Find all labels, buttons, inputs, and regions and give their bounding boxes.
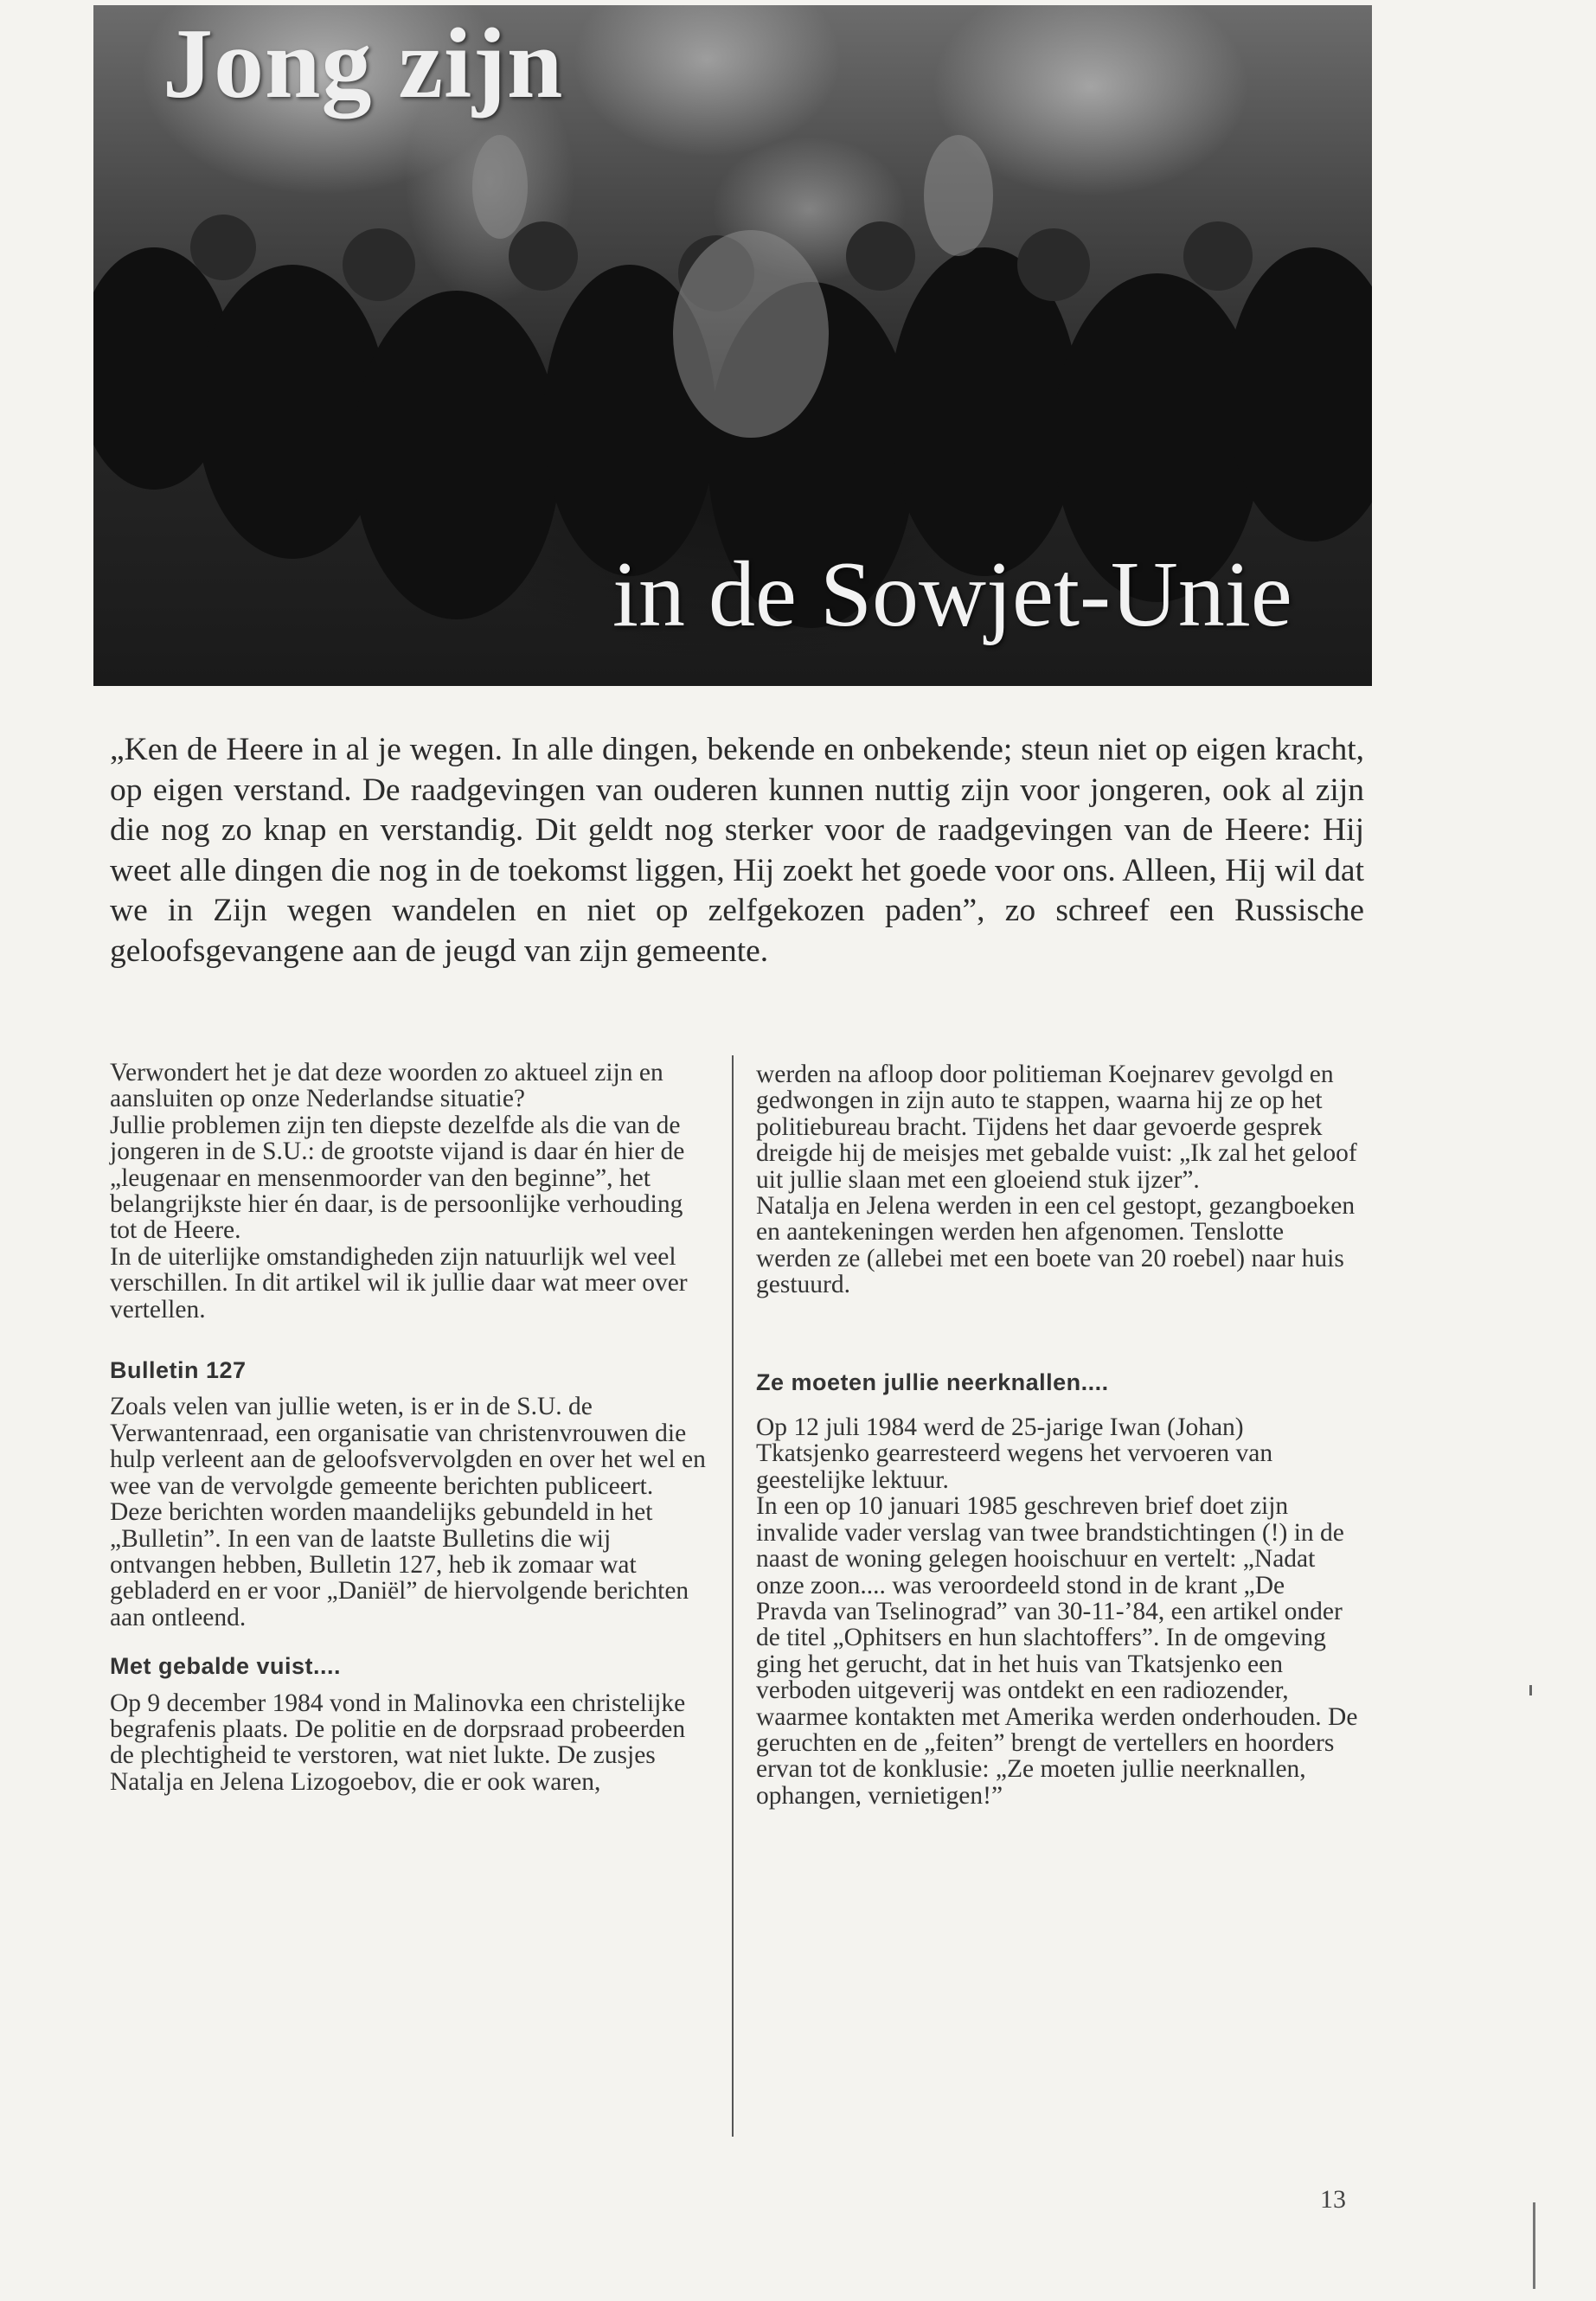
left-column — [110, 1060, 715, 1795]
column-divider — [732, 1055, 734, 2137]
headline-top: Jong zijn — [163, 9, 564, 119]
intro-paragraph: „Ken de Heere in al je wegen. In alle dingen, bekende en onbekende; steun niet op eigen kracht, op eigen verstand. De raadgevingen van ouderen kunnen nuttig zijn voor jongeren, ook al zijn die nog zo knap en verstandig. Dit geldt nog sterker voor de raadgevingen van de Heere: Hij weet alle dingen die nog in de toekomst liggen, Hij zoekt het goede voor ons. Alleen, Hij wil dat we in Zijn wegen wandelen en niet op zelfgekozen paden”, zo schreef een Russische geloofsgevangene aan de jeugd van zijn gemeente. — [110, 732, 1364, 969]
right-paragraph: Natalja en Jelena werden in een cel gestopt, gezangboeken en aantekeningen werden hen afgenomen. Tenslotte werden ze (allebei met een boete van 20 roebel) naar huis gestuurd. — [756, 1192, 1356, 1299]
crowd-photo — [93, 5, 1372, 686]
headline-bottom: in de Sowjet-Unie — [612, 543, 1292, 646]
right-paragraph: werden na afloop door politieman Koejnarev gevolgd en gedwongen in zijn auto te stappen, waarna hij ze op het politiebureau bracht. Tijdens het daar gevoerde gesprek dreigde hij de meisjes met gebalde vuist: „Ik zal het geloof uit jullie slaan met een gloeiend stuk ijzer”. — [756, 1061, 1357, 1194]
right-paragraph: Op 12 juli 1984 werd de 25-jarige Iwan (Johan) Tkatsjenko gearresteerd wegens het vervoeren van geestelijke lektuur. — [756, 1413, 1273, 1494]
left-paragraph: Deze berichten worden maandelijks gebundeld in het „Bulletin”. In een van de laatste Bulletins die wij ontvangen hebben, Bulletin 127, heb ik zomaar wat gebladerd en er voor „Daniël” de hiervolgende berichten aan ontleend. — [110, 1498, 689, 1631]
page-number: 13 — [1320, 2185, 1346, 2214]
left-paragraph: Jullie problemen zijn ten diepste dezelfde als die van de jongeren in de S.U.: de grootste vijand is daar én hier de „leugenaar en mensenmoorder van den beginne”, het belangrijkste hier én daar, is de persoonlijke verhouding tot de Heere. — [110, 1111, 685, 1245]
right-column — [756, 1061, 1362, 1809]
left-paragraph: Op 9 december 1984 vond in Malinovka een christelijke begrafenis plaats. De politie en de dorpsraad probeerden de plechtigheid te verstoren, wat niet lukte. De zusjes Natalja en Jelena Lizogoebov, die er ook waren, — [110, 1689, 686, 1796]
left-paragraph: Verwondert het je dat deze woorden zo aktueel zijn en aansluiten op onze Nederlandse situatie? — [110, 1059, 663, 1113]
scan-edge-line — [1533, 2202, 1535, 2289]
scan-mark — [1529, 1685, 1532, 1695]
section-heading: Ze moeten jullie neerknallen.... — [756, 1368, 1109, 1395]
left-paragraph: In de uiterlijke omstandigheden zijn natuurlijk wel veel verschillen. In dit artikel wil ik jullie daar wat meer over vertellen. — [110, 1242, 688, 1324]
right-paragraph: In een op 10 januari 1985 geschreven brief doet zijn invalide vader verslag van twee brandstichtingen (!) in de naast de woning gelegen hooischuur en vertelt: „Nadat onze zoon.... was veroordeeld stond in de krant „De Pravda van Tselinograd” van 30-11-’84, een artikel onder de titel „Ophitsers en hun slachtoffers”. In de omgeving ging het gerucht, dat in het huis van Tkatsjenko een verboden uitgeverij was ontdekt en een radiozender, waarmee kontakten met Amerika werden onderhouden. De geruchten en de „feiten” brengt de vertellers en hoorders ervan tot de konklusie: „Ze moeten jullie neerknallen, ophangen, vernietigen!” — [756, 1492, 1358, 1810]
left-paragraph: Zoals velen van jullie weten, is er in de S.U. de Verwantenraad, een organisatie van christenvrouwen die hulp verleent aan de geloofsvervolgden en over het wel en wee van de vervolgde gemeente berichten publiceert. — [110, 1393, 706, 1500]
section-heading: Bulletin 127 — [110, 1357, 247, 1384]
section-heading: Met gebalde vuist.... — [110, 1653, 342, 1680]
